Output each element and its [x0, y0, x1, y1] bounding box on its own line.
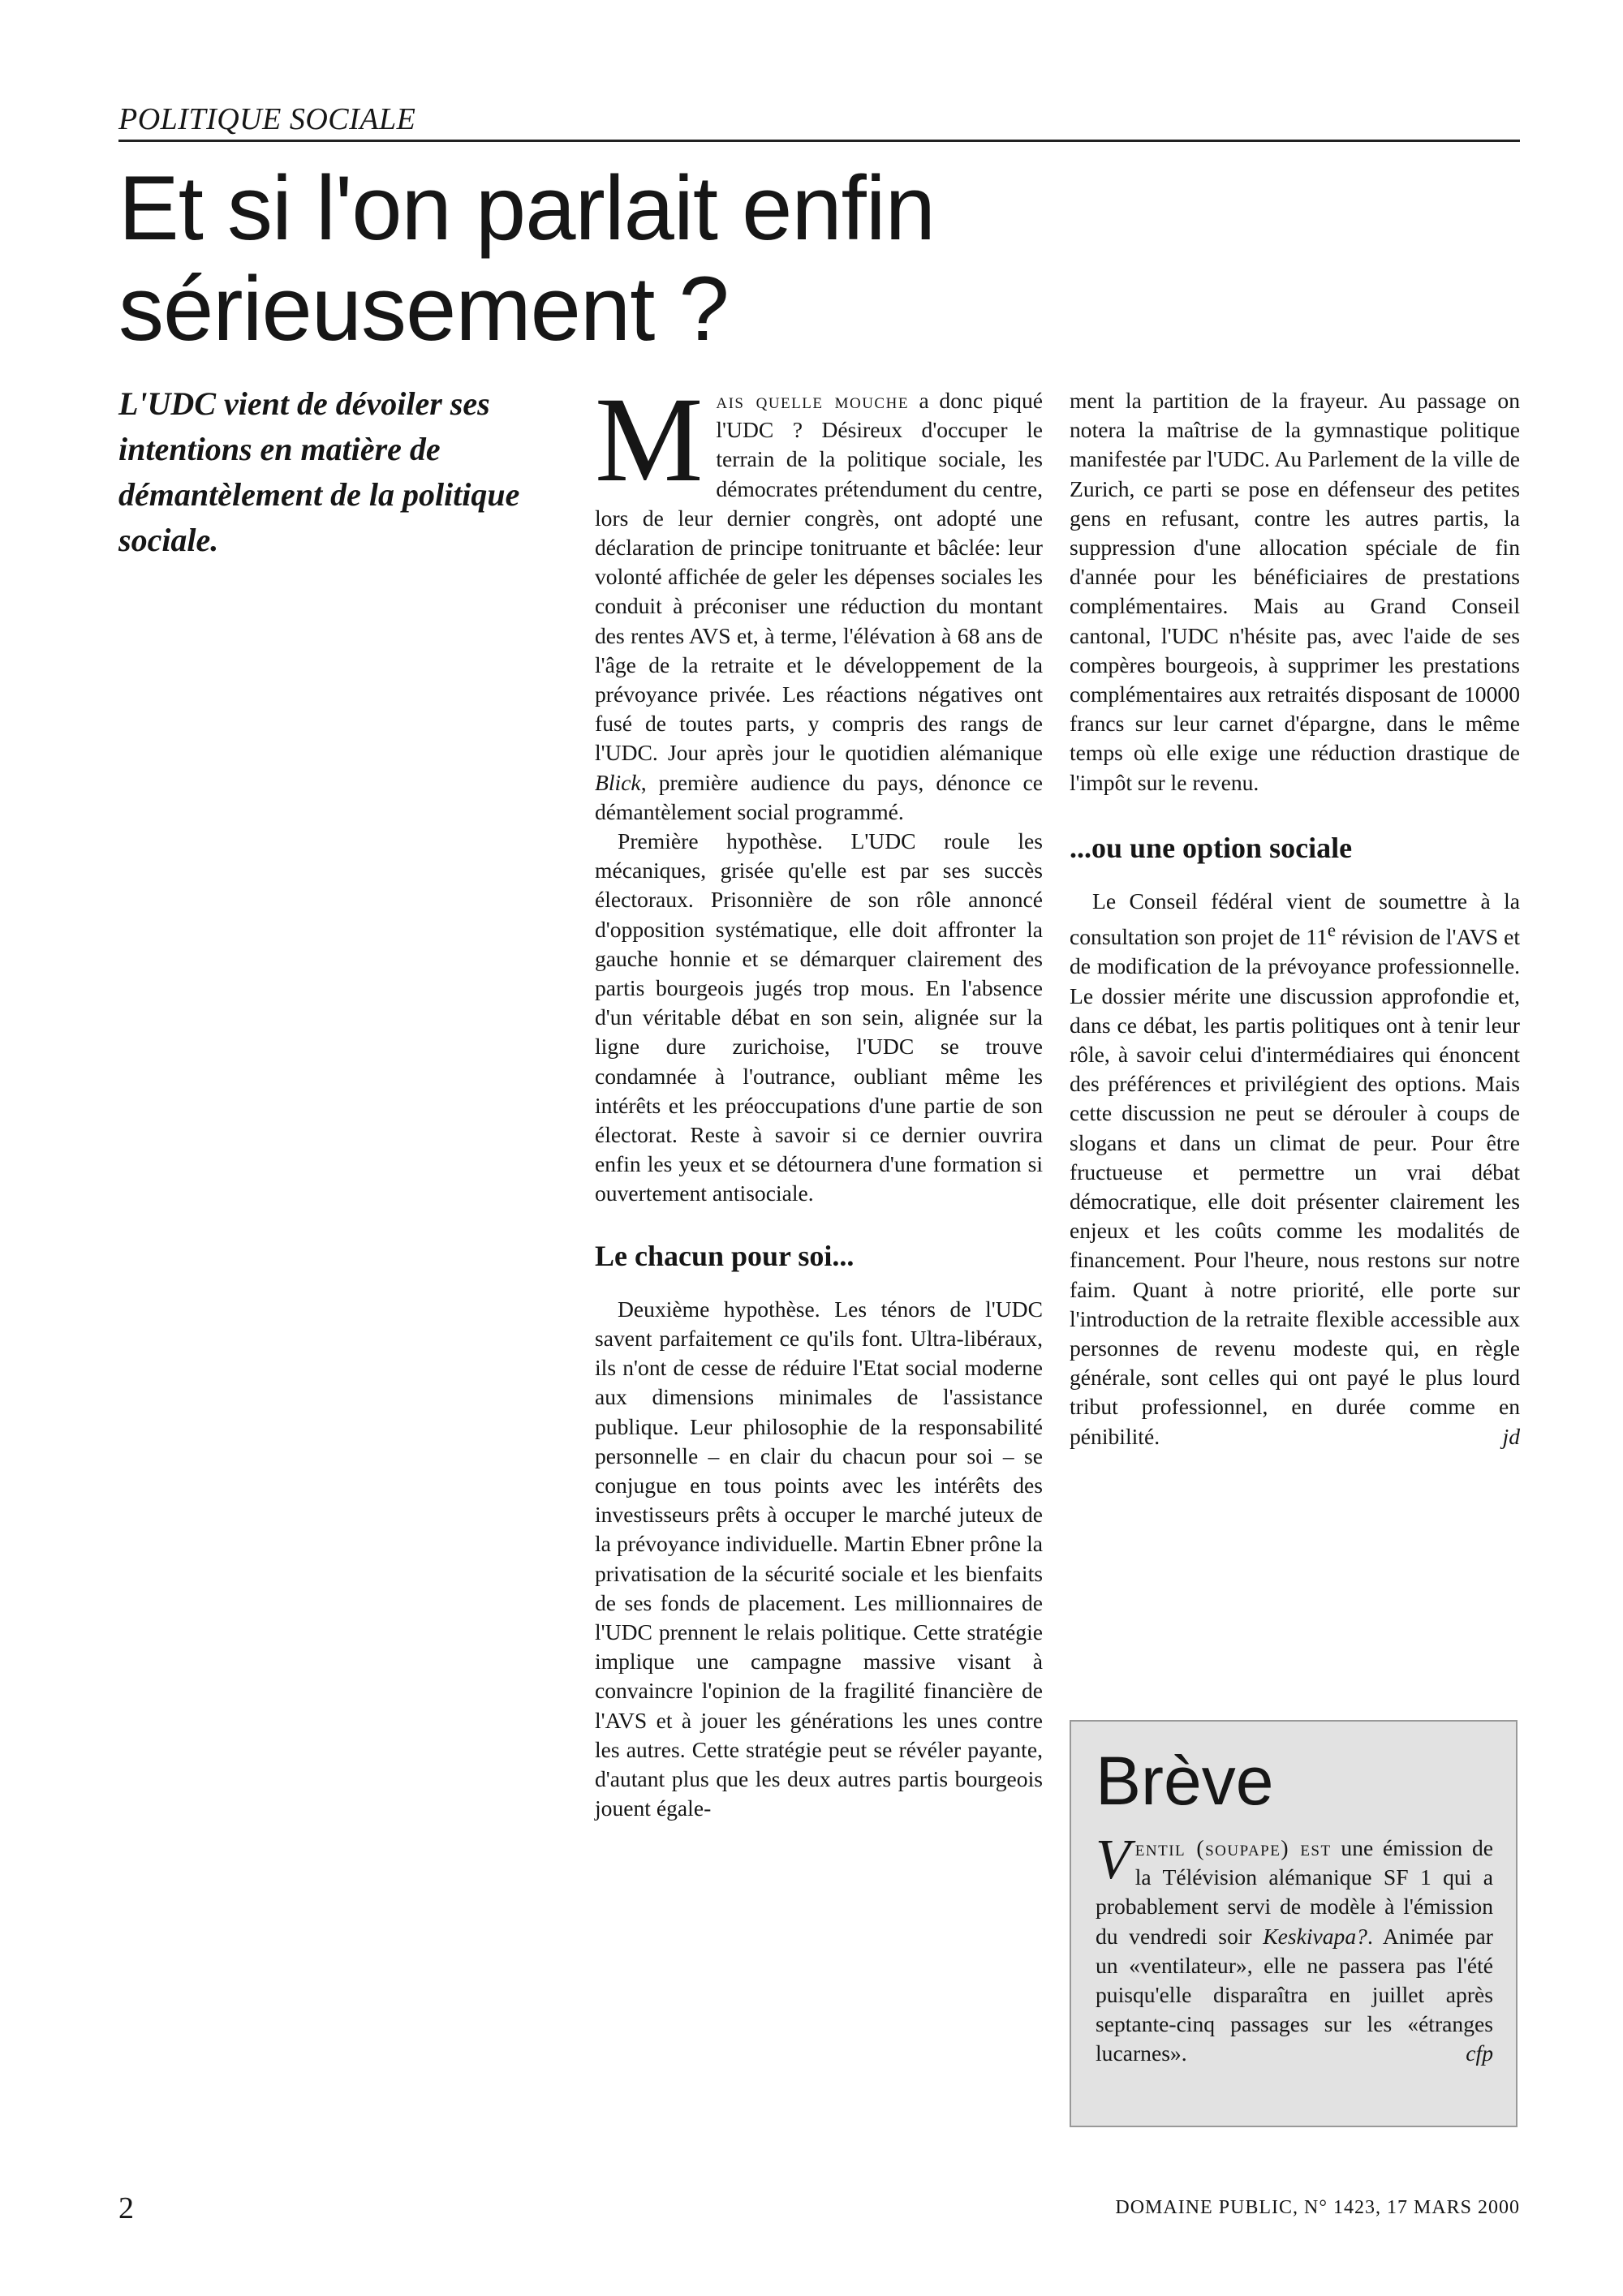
paragraph-text: révision de l'AVS et de modification de la prévoyance professionnelle. Le dossier mérite une discussion approfondie et, dans ce débat, les partis politiques ont à tenir leur rôle, à savoir celui d'intermédiaires qui énoncent des préférences et privilégient des options. Mais cette discussion ne peut se dérouler à coups de slogans et dans un climat de peur. Pour être fructueuse et permettre un vrai débat démocratique, elle doit présenter clairement les enjeux et les coûts comme les modalités de financement. Pour l'heure, nous restons sur notre faim. Quant à notre priorité, elle porte sur l'introduction de la retraite flexible accessible aux personnes de revenu modeste qui, en règle générale, sont celles qui ont payé le plus lourd tribut professionnel, en durée comme en pénibilité.: [1070, 924, 1520, 1449]
paragraph-text: , première audience du pays, dénonce ce démantèlement social programmé.: [595, 769, 1043, 824]
newspaper-name: Blick: [595, 769, 641, 795]
intro-smallcaps: ais quelle mouche: [716, 388, 909, 413]
author-signature: cfp: [1466, 2040, 1493, 2066]
article-paragraph: [595, 372, 1043, 827]
page-number: 2: [118, 2191, 134, 2225]
paragraph-text: Le Conseil fédéral vient de soumettre à la consultation son projet de 11: [1070, 888, 1520, 950]
article-column-1: [595, 372, 1043, 1823]
drop-cap: M: [595, 372, 704, 507]
breve-sidebar: [1070, 1720, 1518, 2127]
article-paragraph: Première hypothèse. L'UDC roule les mécaniques, grisée qu'elle est par ses succès électoraux. Prisonnière de son rôle annoncé d'opposition systématique, elle doit affronter la gauche honnie et se démarquer clairement des partis bourgeois jugés trop mous. En l'absence d'un véritable débat en son sein, alignée sur la ligne dure zurichoise, l'UDC se trouve condamnée à l'outrance, oubliant même les intérêts et les préoccupations d'une partie de son électorat. Reste à savoir si ce dernier ouvrira enfin les yeux et se détournera d'une formation si ouvertement antisociale.: [595, 828, 1043, 1206]
article-headline: [118, 158, 1520, 359]
subheading: ...ou une option sociale: [1070, 831, 1353, 864]
headline-line-2: sérieusement ?: [118, 258, 729, 359]
breve-body: [1096, 1829, 1493, 2069]
paragraph-text: a donc piqué l'UDC ? Désireux d'occuper le terrain de la politique sociale, les démocrates prétendument du centre, lors de leur dernier congrès, ont adopté une déclaration de principe tonitruante et bâclée: leur volonté affichée de geler les dépenses sociales les conduit à préconiser une réduction du montant des rentes AVS et, à terme, l'élévation à 68 ans de l'âge de la retraite et le développement de la prévoyance privée. Les réactions négatives ont fusé de toutes parts, y compris des rangs de l'UDC. Jour après jour le quotidien alémanique: [595, 388, 1043, 766]
subheading: Le chacun pour soi...: [595, 1239, 855, 1272]
paragraph-text: une émission de la Télévision alémanique SF 1 qui a probablement servi de modèle à l'émission du vendredi soir: [1096, 1835, 1493, 1949]
author-signature: jd: [1502, 1423, 1520, 1449]
show-name: Keskivapa?: [1263, 1923, 1367, 1949]
section-rubric-label: POLITIQUE SOCIALE: [118, 102, 416, 136]
headline-line-1: Et si l'on parlait enfin: [118, 157, 935, 259]
breve-title: Brève: [1096, 1743, 1274, 1819]
intro-smallcaps: entil (soupape) est: [1134, 1835, 1332, 1860]
drop-cap: V: [1096, 1829, 1130, 1891]
article-paragraph: ment la partition de la frayeur. Au passage on notera la maîtrise de la gymnastique politique manifestée par l'UDC. Au Parlement de la ville de Zurich, ce parti se pose en défenseur des petites gens en refusant, contre les autres partis, la suppression d'une allocation spéciale de fin d'année pour les bénéficiaires de prestations complémentaires. Mais au Grand Conseil cantonal, l'UDC n'hésite pas, avec l'aide de ses compères bourgeois, à supprimer les prestations complémentaires aux retraités disposant de 10000 francs sur leur carnet d'épargne, dans le même temps où elle exige une réduction drastique de l'impôt sur le revenu.: [1070, 388, 1520, 795]
article-paragraph: [1070, 887, 1520, 1451]
publication-footer: DOMAINE PUBLIC, N° 1423, 17 MARS 2000: [1115, 2197, 1520, 2218]
ordinal-superscript: e: [1327, 920, 1337, 941]
article-lede: L'UDC vient de dévoiler ses intentions en matière de démantèlement de la politique sociale.: [118, 385, 520, 558]
article-column-2: [1070, 386, 1520, 1451]
section-rubric: [118, 97, 1520, 142]
article-paragraph: Deuxième hypothèse. Les ténors de l'UDC savent parfaitement ce qu'ils font. Ultra-libéraux, ils n'ont de cesse de réduire l'Etat social moderne aux dimensions minimales de l'assistance publique. Leur philosophie de la responsabilité personnelle – en clair du chacun pour soi – se conjugue en tous points avec les intérêts des investisseurs prêts à occuper le marché juteux de la prévoyance individuelle. Martin Ebner prône la privatisation de la sécurité sociale et les bienfaits de ses fonds de placement. Les millionnaires de l'UDC prennent le relais politique. Cette stratégie implique une campagne massive visant à convaincre l'opinion de la fragilité financière de l'AVS et à jouer les générations les unes contre les autres. Cette stratégie peut se révéler payante, d'autant plus que les deux autres partis bourgeois jouent égale-: [595, 1296, 1043, 1821]
paragraph-text: . Animée par un «ventilateur», elle ne passera pas l'été puisqu'elle disparaîtra en juillet après septante-cinq passages sur les «étranges lucarnes».: [1096, 1923, 1493, 2066]
